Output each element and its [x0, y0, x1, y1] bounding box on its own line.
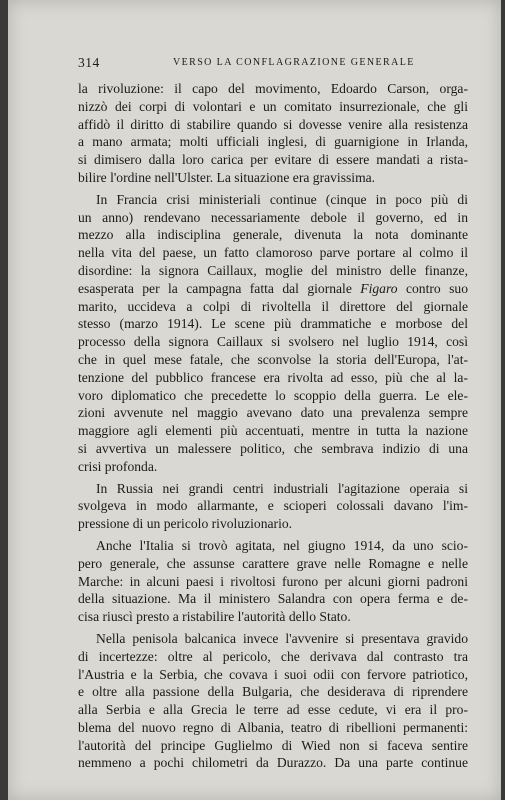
text-line: pressione di un pericolo rivoluzionario.: [78, 516, 293, 532]
text-line: In Russia nei grandi centri industriali l'agitazione operaia si: [96, 480, 468, 496]
text-line: nemmeno a pochi chilometri da Durazzo. Da una parte continue: [78, 755, 468, 771]
paragraph-2: [78, 191, 468, 476]
text-line: a mano armata; molti ufficiali inglesi, di guarnigione in Irlanda,: [78, 134, 468, 150]
text-line: si avvertiva un malessere politico, che sembrava indizio di una: [78, 440, 468, 456]
text-line: della situazione. Ma il ministero Salandra con opera ferma e de-: [78, 591, 468, 607]
text-line: un anno) rendevano necessariamente debole il governo, ed in: [78, 209, 468, 225]
text-line: Anche l'Italia si trovò agitata, nel giugno 1914, da uno scio-: [96, 537, 468, 553]
running-head: VERSO LA CONFLAGRAZIONE GENERALE: [173, 57, 415, 68]
book-page: [8, 0, 501, 800]
text-line: nizzò dei corpi di volontari e un comitato insurrezionale, che gli: [78, 98, 468, 114]
page-number: 314: [78, 55, 100, 70]
text-line: processo della signora Caillaux si svolsero nel luglio 1914, così: [78, 334, 468, 350]
text-line: si dimisero dalla loro carica per evitare di essere mandati a rista-: [78, 152, 468, 168]
text-line: di incertezze: oltre al pericolo, che derivava dal contrasto tra: [78, 648, 468, 664]
text-line: In Francia crisi ministeriali continue (cinque in poco più di: [96, 191, 468, 207]
text-line: Nella penisola balcanica invece l'avvenire si presentava gravido: [96, 630, 468, 646]
newspaper-name: Figaro: [360, 280, 398, 296]
text-line: l'Austria e la Serbia, che covava i suoi odii con fervore patriotico,: [78, 666, 468, 682]
text-line: crisi profonda.: [78, 458, 158, 474]
text-line: e oltre alla passione della Bulgaria, che desiderava di riprendere: [78, 684, 468, 700]
text-line: voro diplomatico che precedette lo scoppio della guerra. Le ele-: [78, 387, 468, 403]
page-header: [78, 55, 468, 71]
text-line: Marche: in alcuni paesi i rivoltosi furono per alcuni giorni padroni: [78, 573, 468, 589]
text-line: blema del nuovo regno di Albania, teatro di ribellioni permanenti:: [78, 719, 468, 735]
paragraph-3: [78, 480, 468, 533]
text-line: tenzione del pubblico francese era rivolta ad esso, più che al la-: [78, 369, 468, 385]
text-line: la rivoluzione: il capo del movimento, Edoardo Carson, orga-: [78, 81, 468, 96]
body-text: [78, 80, 468, 776]
text-line: stesso (marzo 1914). Le scene più drammatiche e morbose del: [78, 316, 468, 332]
text-line: disordine: la signora Caillaux, moglie del ministro delle finanze,: [78, 262, 468, 278]
text-line: affidò il diritto di stabilire quando si dovesse venire alla resistenza: [78, 116, 468, 132]
text-line: alla Serbia e alla Grecia le terre ad esse cedute, vi era il pro-: [78, 702, 468, 718]
text-line-figaro: esasperata per la campagna fatta dal giornale Figaro contro suo: [78, 280, 468, 296]
text-line: bilire l'ordine nell'Ulster. La situazione era gravissima.: [78, 169, 376, 185]
text-line: maggiore agli elementi più accentuati, mentre in tutta la nazione: [78, 423, 468, 439]
text-line: mezzo alla indisciplina generale, divenuta la nota dominante: [78, 227, 468, 243]
text-line: nella vita del paese, un fatto clamoroso parve portare al colmo il: [78, 245, 468, 261]
text-line: svolgeva in modo allarmante, e scioperi colossali davano l'im-: [78, 498, 468, 514]
paragraph-4: [78, 537, 468, 626]
paragraph-1: [78, 80, 468, 187]
text-line: zioni avvenute nel maggio avevano dato una prevalenza sempre: [78, 405, 468, 421]
text-line: cisa riuscì presto a ristabilire l'autorità dello Stato.: [78, 609, 351, 625]
paragraph-5: [78, 630, 468, 772]
text-line: pero generale, che assunse carattere grave nelle Romagne e nelle: [78, 555, 468, 571]
text-line: marito, uccideva a colpi di rivoltella il direttore del giornale: [78, 298, 468, 314]
text-line: che in quel mese fatale, che sconvolse la storia dell'Europa, l'at-: [78, 351, 468, 367]
text-line: l'autorità del principe Guglielmo di Wied non si faceva sentire: [78, 737, 468, 753]
